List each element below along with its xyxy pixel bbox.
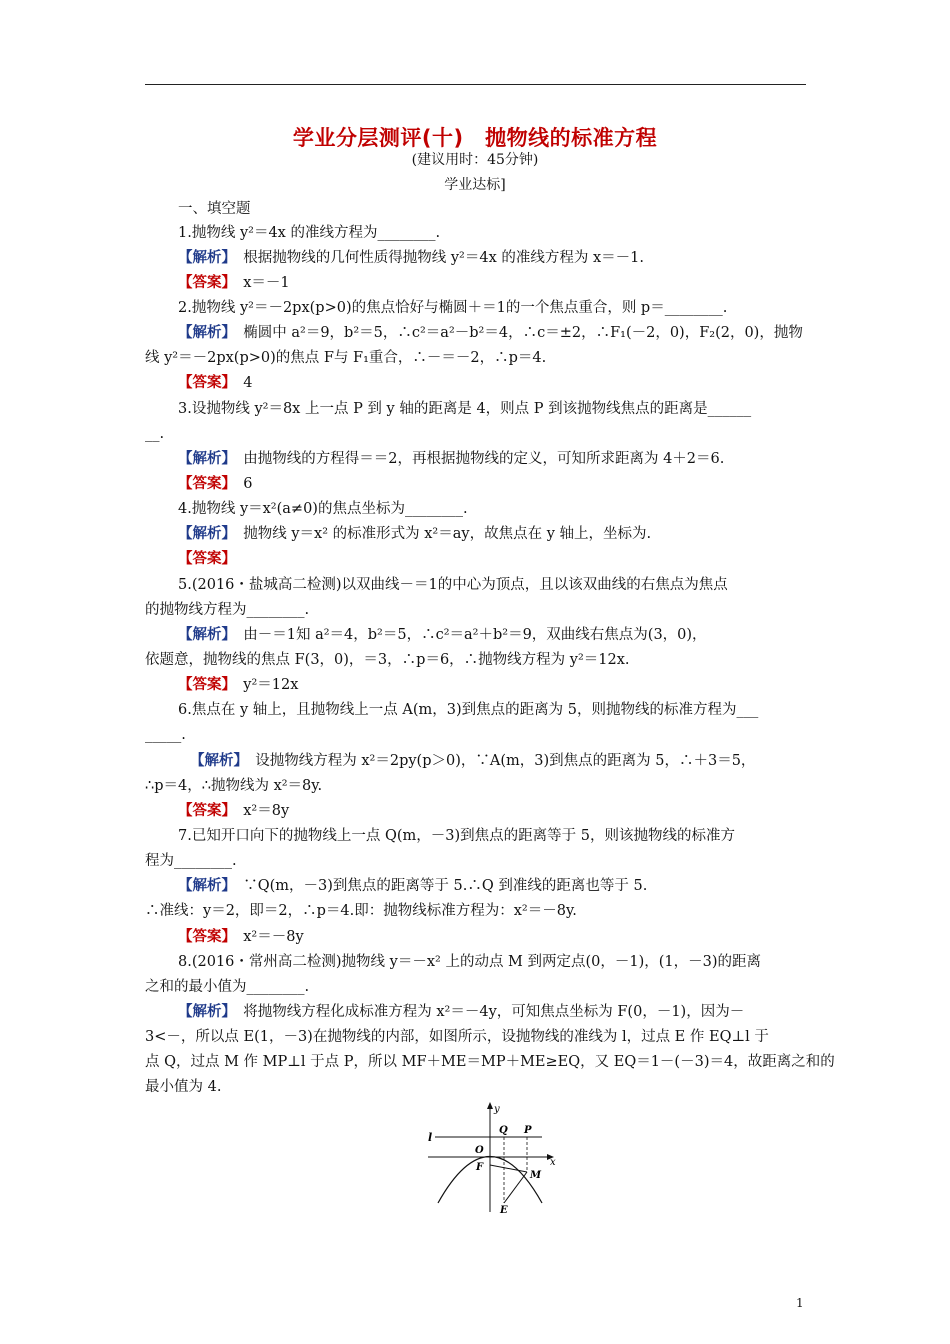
- question-8: 8.(2016・常州高二检测)抛物线 y＝－x² 上的动点 M 到两定点(0，－1)，(1，－3)的距离: [178, 954, 762, 970]
- analysis-3: 【解析】 由抛物线的方程得＝＝2，再根据抛物线的定义，可知所求距离为 4＋2＝6.: [178, 450, 725, 467]
- analysis-5: 【解析】 由－＝1知 a²＝4，b²＝5，∴c²＝a²＋b²＝9，双曲线右焦点为(3，0)，: [178, 626, 707, 643]
- analysis-8-cont-3: 最小值为 4.: [145, 1079, 222, 1095]
- page-number: 1: [796, 1296, 804, 1310]
- question-7-cont: 程为________.: [145, 853, 237, 869]
- question-6: 6.焦点在 y 轴上，且抛物线上一点 A(m，3)到焦点的距离为 5，则抛物线的标准方程为___: [178, 702, 759, 718]
- question-1: 1.抛物线 y²＝4x 的准线方程为________.: [178, 225, 441, 241]
- analysis-5-cont: 依题意，抛物线的焦点 F(3，0)，＝3，∴p＝6，∴抛物线方程为 y²＝12x.: [145, 652, 630, 668]
- parabola-figure: [420, 1100, 560, 1215]
- question-6-cont: _____.: [145, 727, 186, 743]
- label-Q: Q: [499, 1125, 508, 1136]
- analysis-7: 【解析】 ∵Q(m，－3)到焦点的距离等于 5.∴Q 到准线的距离也等于 5.: [178, 877, 648, 894]
- segment-me: [504, 1172, 527, 1203]
- label-F: F: [476, 1162, 484, 1173]
- answer-2: 【答案】 4: [178, 374, 253, 391]
- answer-5: 【答案】 y²＝12x: [178, 676, 299, 693]
- analysis-6: 【解析】 设抛物线方程为 x²＝2py(p＞0)，∵A(m，3)到焦点的距离为 5，∴＋3＝5，: [190, 752, 756, 769]
- answer-7: 【答案】 x²＝－8y: [178, 928, 304, 945]
- question-5: 5.(2016・盐城高二检测)以双曲线－＝1的中心为顶点，且以该双曲线的右焦点为焦点: [178, 577, 728, 593]
- analysis-4: 【解析】 抛物线 y＝x² 的标准形式为 x²＝ay，故焦点在 y 轴上，坐标为.: [178, 525, 652, 542]
- question-3-cont: __.: [145, 426, 165, 442]
- analysis-6-cont: ∴p＝4，∴抛物线为 x²＝8y.: [145, 778, 323, 794]
- analysis-7-cont: ∴准线：y＝2，即＝2，∴p＝4.即：抛物线标准方程为：x²＝－8y.: [145, 903, 577, 919]
- analysis-2-cont: 线 y²＝－2px(p>0)的焦点 F与 F₁重合，∴－＝－2，∴p＝4.: [145, 350, 547, 366]
- label-E: E: [500, 1205, 508, 1215]
- analysis-2: 【解析】 椭圆中 a²＝9，b²＝5，∴c²＝a²－b²＝4，∴c＝±2，∴F₁(－2，0)，F₂(2，0)，抛物: [178, 324, 803, 341]
- label-O: O: [475, 1145, 484, 1156]
- answer-4: 【答案】: [178, 550, 236, 567]
- question-5-cont: 的抛物线方程为________.: [145, 602, 310, 618]
- page-title: 学业分层测评(十) 抛物线的标准方程: [292, 126, 658, 150]
- time-hint: (建议用时：45分钟): [411, 152, 539, 168]
- answer-1: 【答案】 x＝－1: [178, 274, 290, 291]
- analysis-8-cont-2: 点 Q，过点 M 作 MP⊥l 于点 P，所以 MF＋ME＝MP＋ME≥EQ，又 EQ＝1－(－3)＝4，故距离之和的: [145, 1054, 835, 1070]
- answer-3: 【答案】 6: [178, 475, 253, 492]
- label-M: M: [530, 1170, 542, 1181]
- question-7: 7.已知开口向下的抛物线上一点 Q(m，－3)到焦点的距离等于 5，则该抛物线的标准方: [178, 828, 735, 844]
- y-axis-arrow: [487, 1102, 493, 1109]
- header-rule: [145, 84, 806, 85]
- part-heading: 一、填空题: [178, 201, 251, 217]
- answer-6: 【答案】 x²＝8y: [178, 802, 290, 819]
- label-P: P: [524, 1125, 532, 1136]
- label-l: l: [428, 1131, 433, 1144]
- analysis-8-cont-1: 3<－，所以点 E(1，－3)在抛物线的内部，如图所示，设抛物线的准线为 l，过点 E 作 EQ⊥l 于: [145, 1029, 769, 1045]
- label-y: y: [494, 1104, 500, 1115]
- question-3: 3.设抛物线 y²＝8x 上一点 P 到 y 轴的距离是 4，则点 P 到该抛物线焦点的距离是______: [178, 401, 752, 417]
- segment-fm: [490, 1165, 527, 1172]
- analysis-1: 【解析】 根据抛物线的几何性质得抛物线 y²＝4x 的准线方程为 x＝－1.: [178, 249, 644, 266]
- question-8-cont: 之和的最小值为________.: [145, 979, 310, 995]
- label-x: x: [550, 1157, 556, 1168]
- question-4: 4.抛物线 y＝x²(a≠0)的焦点坐标为________.: [178, 501, 468, 517]
- question-2: 2.抛物线 y²＝－2px(p>0)的焦点恰好与椭圆＋＝1的一个焦点重合，则 p＝________.: [178, 300, 728, 316]
- section-heading: 学业达标]: [444, 177, 506, 193]
- analysis-8: 【解析】 将抛物线方程化成标准方程为 x²＝－4y，可知焦点坐标为 F(0，－1)，因为－: [178, 1003, 745, 1020]
